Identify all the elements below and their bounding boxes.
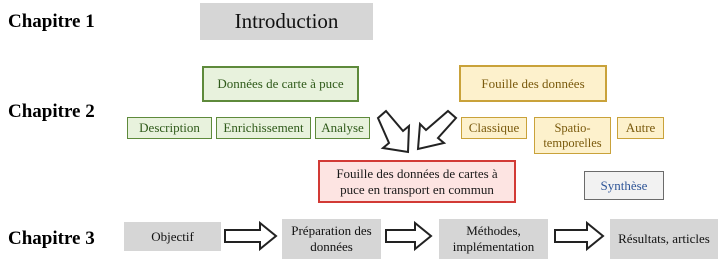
arrow-from-smartcard bbox=[378, 111, 409, 152]
step-methods: Méthodes, implémentation bbox=[439, 219, 548, 259]
data-mining-box: Fouille des données bbox=[459, 65, 607, 102]
synthesis-box: Synthèse bbox=[584, 171, 664, 200]
arrow-from-datamining bbox=[418, 111, 456, 149]
chapter-1-label: Chapitre 1 bbox=[8, 11, 95, 32]
classic-box: Classique bbox=[461, 117, 527, 139]
down-left-arrow-icon bbox=[418, 111, 456, 149]
enrichment-box: Enrichissement bbox=[216, 117, 311, 139]
right-arrow-icon bbox=[225, 223, 276, 249]
right-arrow-icon bbox=[386, 223, 431, 249]
introduction-box: Introduction bbox=[200, 3, 373, 40]
chapter-3-label: Chapitre 3 bbox=[8, 228, 95, 249]
smartcard-data-box: Données de carte à puce bbox=[202, 66, 359, 102]
spatiotemporal-box: Spatio-temporelles bbox=[534, 117, 611, 154]
description-box: Description bbox=[127, 117, 212, 139]
smartcard-mining-box: Fouille des données de cartes à puce en transport en commun bbox=[318, 160, 516, 203]
step-data-preparation: Préparation des données bbox=[282, 219, 381, 259]
other-box: Autre bbox=[617, 117, 664, 139]
chapter-2-label: Chapitre 2 bbox=[8, 101, 95, 122]
analysis-box: Analyse bbox=[315, 117, 370, 139]
step-objective: Objectif bbox=[124, 222, 221, 251]
step-results: Résultats, articles bbox=[610, 219, 718, 259]
down-right-arrow-icon bbox=[378, 111, 409, 152]
right-arrow-icon bbox=[555, 223, 603, 249]
